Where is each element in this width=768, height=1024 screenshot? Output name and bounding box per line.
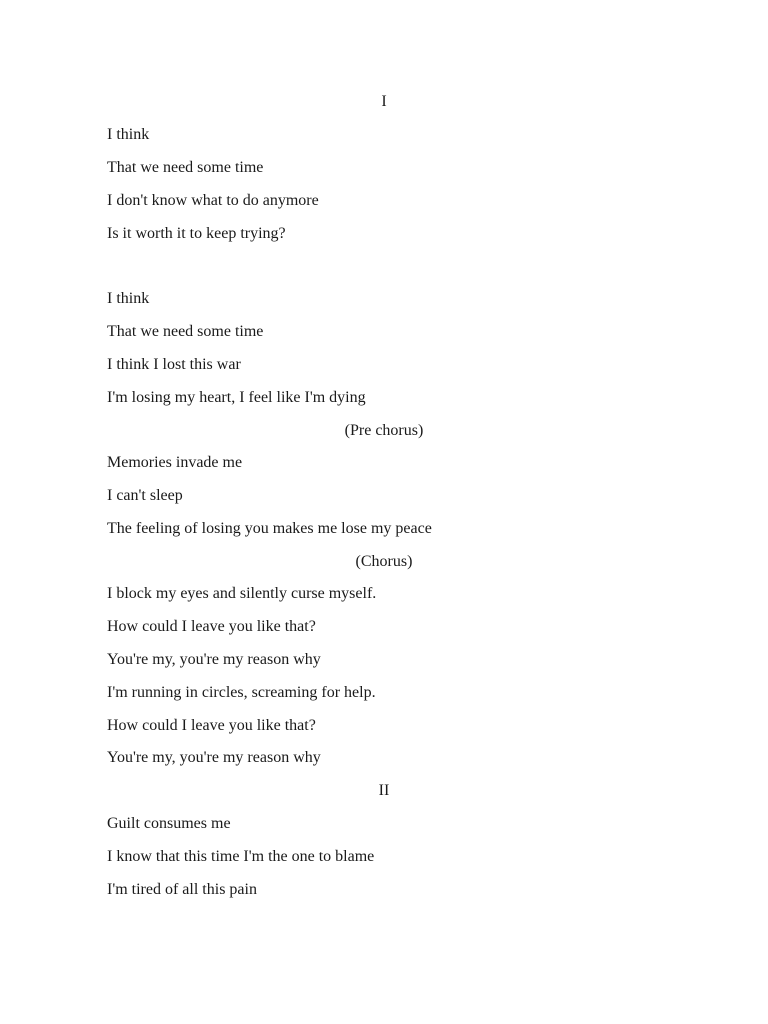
lyric-line: I think — [107, 290, 150, 307]
lyric-line: I block my eyes and silently curse myself. — [107, 585, 377, 602]
lyric-line: You're my, you're my reason why — [107, 651, 321, 668]
lyric-line: Memories invade me — [107, 454, 243, 471]
lyric-line: Guilt consumes me — [107, 815, 231, 832]
lyric-line: I can't sleep — [107, 487, 183, 504]
pre-chorus-label: (Pre chorus) — [344, 422, 424, 439]
lyric-line: The feeling of losing you makes me lose my peace — [107, 520, 432, 537]
lyric-line: I think — [107, 126, 150, 143]
lyric-line: That we need some time — [107, 159, 264, 176]
lyric-line: I'm tired of all this pain — [107, 881, 257, 898]
chorus-label: (Chorus) — [355, 553, 413, 570]
lyric-line: I don't know what to do anymore — [107, 192, 319, 209]
lyric-line: I think I lost this war — [107, 356, 241, 373]
lyric-line: How could I leave you like that? — [107, 717, 316, 734]
lyric-line: Is it worth it to keep trying? — [107, 225, 286, 242]
section-heading-two: II — [378, 782, 390, 799]
lyric-line: I'm losing my heart, I feel like I'm dying — [107, 389, 366, 406]
lyric-line: I know that this time I'm the one to blame — [107, 848, 375, 865]
lyric-line: You're my, you're my reason why — [107, 749, 321, 766]
section-heading-one: I — [381, 93, 387, 110]
lyric-line: That we need some time — [107, 323, 264, 340]
lyric-line: How could I leave you like that? — [107, 618, 316, 635]
lyric-line: I'm running in circles, screaming for help. — [107, 684, 376, 701]
